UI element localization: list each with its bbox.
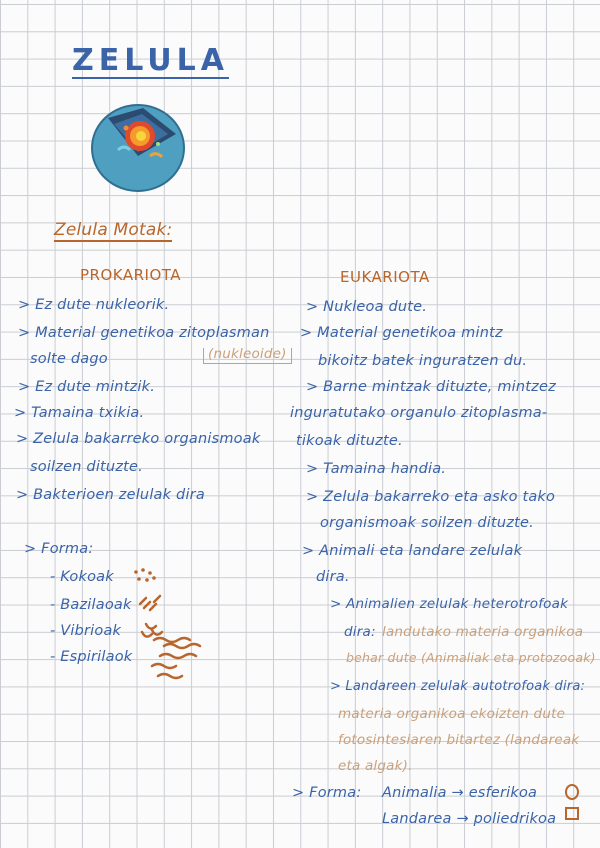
eukariota-line: > Zelula bakarreko eta asko tako — [306, 489, 556, 505]
prokariota-line: > Ez dute nukleorik. — [18, 297, 170, 313]
prokariota-line: > Tamaina txikia. — [14, 405, 145, 421]
forma-row-value: poliedrikoa — [473, 811, 557, 827]
eukariota-tan-line: eta algak). — [338, 758, 413, 774]
eukariota-line: > Animali eta landare zelulak — [302, 543, 523, 559]
eukariota-tan-line: fotosintesiaren bitartez (landareak — [338, 732, 580, 748]
prokariota-line: > Bakterioen zelulak dira — [16, 487, 205, 503]
eukariota-line: inguratutako organulo zitoplasma- — [290, 405, 548, 421]
prokariota-forma-label: > Forma: — [24, 541, 94, 557]
forma-row-animalia — [382, 786, 537, 801]
forma-row-label: Landarea — [382, 811, 452, 827]
eukariota-line: organismoak soilzen dituzte. — [320, 515, 534, 531]
prokariota-line: > Material genetikoa zitoplasman — [18, 325, 270, 341]
forma-bazilaoak: - Bazilaoak — [50, 597, 132, 613]
forma-vibrioak: - Vibrioak — [50, 623, 122, 639]
eukariota-line: > Barne mintzak dituzte, mintzez — [306, 379, 556, 395]
forma-row-value: esferikoa — [468, 785, 538, 801]
eukariota-line: dira. — [316, 569, 350, 585]
page-title: ZELULA — [72, 43, 229, 78]
prokariota-line: > Zelula bakarreko organismoak — [16, 431, 261, 447]
bacteria-doodles — [130, 566, 230, 696]
forma-row-label: Animalia — [382, 785, 447, 801]
prokariota-line: solte dago — [30, 351, 108, 367]
circle-icon — [566, 785, 578, 799]
eukariota-heading: EUKARIOTA — [340, 268, 430, 286]
eukariota-line: > Animalien zelulak heterotrofoak — [330, 596, 569, 612]
arrow-icon: → — [456, 811, 469, 827]
prokariota-line: > Ez dute mintzik. — [18, 379, 156, 395]
eukariota-forma-label: > Forma: — [292, 785, 362, 801]
nukleoide-note: (nukleoide) — [203, 348, 292, 364]
eukariota-line: > Nukleoa dute. — [306, 299, 428, 315]
eukariota-tan-line: materia organikoa ekoizten dute — [338, 706, 566, 722]
forma-espirilaok: - Espirilaok — [50, 649, 133, 665]
cell-illustration — [88, 100, 188, 195]
eukariota-tan-line: landutako materia organikoa — [382, 624, 584, 640]
eukariota-line: tikoak dituzte. — [296, 433, 403, 449]
eukariota-line: > Tamaina handia. — [306, 461, 447, 477]
eukariota-line: bikoitz batek inguratzen du. — [318, 353, 528, 369]
forma-row-landarea — [382, 812, 556, 827]
section-subtitle: Zelula Motak: — [54, 220, 173, 240]
arrow-icon: → — [451, 785, 464, 801]
eukariota-tan-line: behar dute (Animaliak eta protozooak) — [346, 650, 596, 665]
forma-kokoak: - Kokoak — [50, 569, 114, 585]
eukariota-line: > Landareen zelulak autotrofoak dira: — [330, 679, 586, 694]
square-icon — [566, 808, 578, 819]
prokariota-heading: PROKARIOTA — [80, 266, 182, 284]
prokariota-line: soilzen dituzte. — [30, 459, 143, 475]
eukariota-line: dira: — [344, 624, 376, 640]
shape-icons — [562, 782, 584, 826]
eukariota-line: > Material genetikoa mintz — [300, 325, 503, 341]
